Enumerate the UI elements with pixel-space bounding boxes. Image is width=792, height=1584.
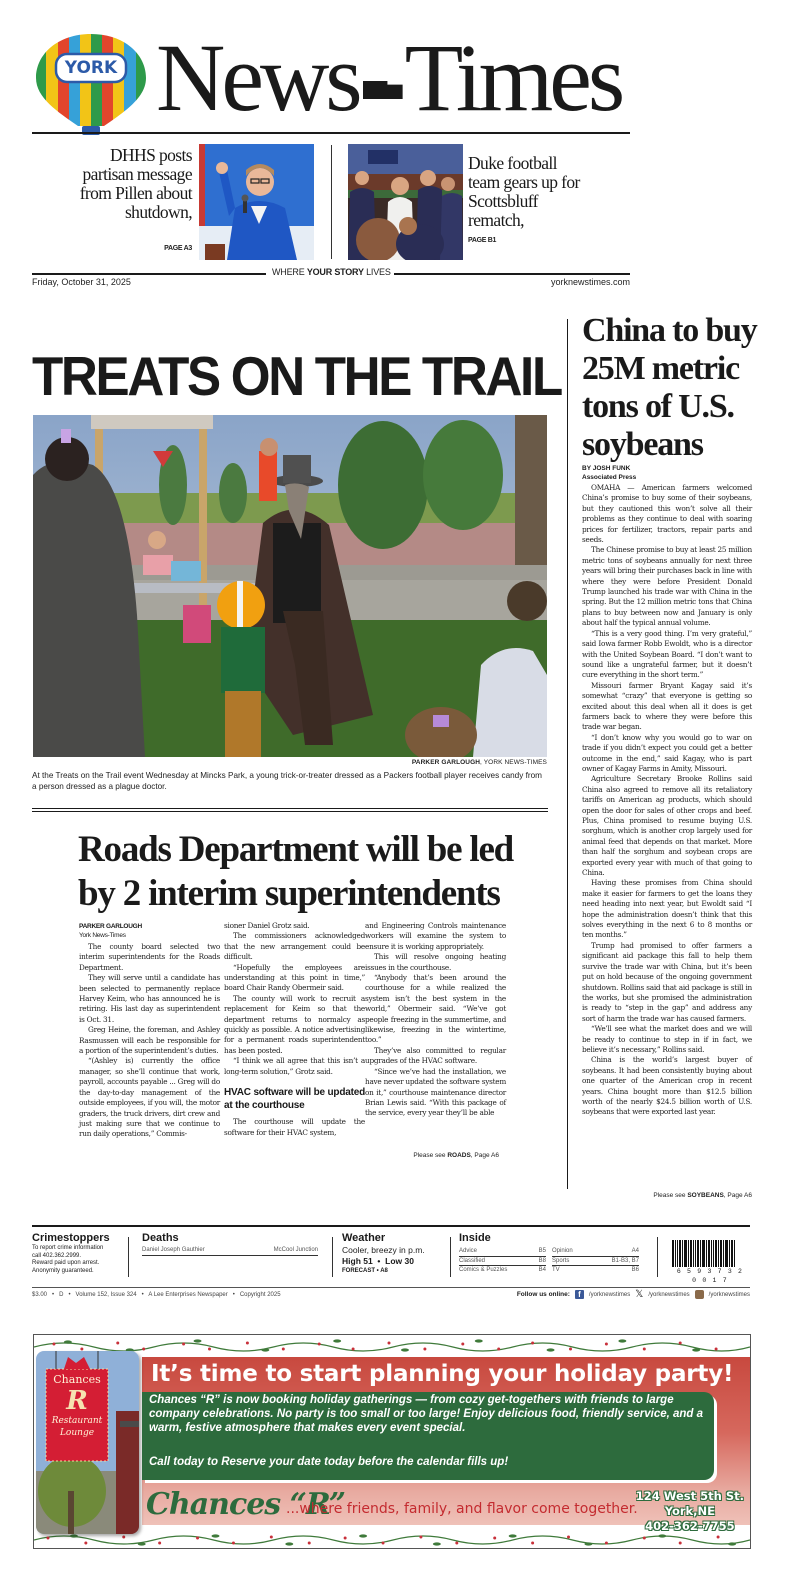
- roads-paragraph: “(Ashley is) currently the office manager, so she’ll continue that work, payroll, accounts payable ... Greg will do the day-to-day management of the outside employees, if you will, the motor graders, the truck drivers, dirt crew and just making sure that we continue to run daily operations,” Commis-: [79, 1056, 220, 1139]
- inside-item[interactable]: [459, 1247, 546, 1257]
- follow-label: Follow us online:: [516, 1291, 570, 1298]
- roads-byline-org: York News-Times: [79, 932, 126, 939]
- roads-paragraph: Greg Heine, the foreman, and Ashley Rasmussen will each be responsible for a portion of the superintendent’s duties.: [79, 1025, 220, 1056]
- death-name: Daniel Joseph Gauthier: [142, 1247, 205, 1253]
- teaser-photo-pillen[interactable]: [199, 144, 314, 260]
- lead-photo-credit: [412, 759, 547, 766]
- inside-item[interactable]: [459, 1266, 546, 1275]
- roads-column-1: [79, 922, 220, 1140]
- instagram-handle[interactable]: /yorknewstimes: [708, 1291, 750, 1298]
- roads-paragraph: They’ve also committed to regular upgrades of the HVAC software.: [365, 1045, 506, 1066]
- weather-forecast-ref[interactable]: FORECAST • A8: [342, 1268, 388, 1274]
- sign-line-r: R: [66, 1386, 88, 1416]
- jump-word: ROADS: [447, 1152, 471, 1159]
- inside-index: [459, 1232, 639, 1275]
- inside-label: Opinion: [552, 1248, 573, 1254]
- weather-title: Weather: [342, 1232, 386, 1244]
- jump-pre: Please see: [653, 1192, 688, 1199]
- china-paragraph: Trump had promised to offer farmers a significant aid package this fall to help them survive the trade war with China, but it’s been put on hold because of the ongoing government shutdown. Rollins said that aid package is still in the works, but she promised the administration is ready to “step in the gap” and address any sort of harm the trade war has caused farmers.: [582, 940, 752, 1023]
- index-rule-bottom: [32, 1287, 750, 1288]
- china-headline[interactable]: China to buy 25M metric tons of U.S. soybeans: [582, 312, 757, 463]
- instagram-icon[interactable]: [695, 1290, 704, 1299]
- inside-page: A4: [631, 1248, 639, 1254]
- tagline: [272, 267, 391, 277]
- inside-label: TV: [552, 1267, 560, 1273]
- china-paragraph: Having these promises from China should make it easier for farmers to get the loans they need heading into next year, but Ewoldt said “I hope the administration doesn’t think that this solves everything in the next 6 to 8 months or ten months.”: [582, 878, 752, 940]
- deaths-box: [142, 1232, 318, 1256]
- x-handle[interactable]: /yorknewstimes: [648, 1291, 690, 1298]
- teaser-dhhs-headline[interactable]: DHHS posts partisan message from Pillen about shutdown,: [79, 145, 192, 222]
- ad-slogan: ...where friends, family, and flavor come together.: [286, 1501, 638, 1517]
- tagline-bold: YOUR STORY: [306, 267, 364, 277]
- tagline-pre: WHERE: [272, 267, 307, 277]
- nebraska-dash-icon: [363, 81, 403, 99]
- inside-page: B8: [538, 1257, 546, 1264]
- sign-line-chances: Chances: [53, 1373, 101, 1386]
- inside-grid: [459, 1247, 639, 1275]
- roads-paragraph: sioner Daniel Grotz said.: [224, 921, 310, 930]
- china-paragraph: “This is a very good thing. I’m very grateful,” said Iowa farmer Robb Ewoldt, who is a director with the United Soybean Board. “I don’t want to sound like a ungrateful farmer, but it doesn’t cure everything in the short term.”: [582, 628, 752, 680]
- dateline-rule-left: [32, 273, 266, 275]
- ad-address-block: [636, 1489, 744, 1534]
- china-jump-link[interactable]: [653, 1192, 752, 1199]
- roads-paragraph: “Anybody that’s been around the courthouse for a while realized the system isn’t the best system in the world,” Obermeir said. “We’ve got people freezing in the summertime, and likewise, freezing in the wintertime, too.”: [365, 973, 506, 1045]
- roads-paragraph: The commissioners acknowledged that the new arrangement could be difficult.: [224, 931, 365, 962]
- sign-text: [46, 1373, 108, 1439]
- lead-headline[interactable]: TREATS ON THE TRAIL: [32, 345, 561, 407]
- roads-byline: PARKER GARLOUGH: [79, 923, 142, 930]
- barcode-number: 6 5 9 3 7 3 2 0 0 1 7: [676, 1268, 744, 1284]
- inside-item[interactable]: [552, 1257, 639, 1267]
- crimestoppers-box: [32, 1232, 122, 1275]
- crimestoppers-line: To report crime information: [32, 1245, 104, 1251]
- chances-r-sign-photo: [36, 1351, 139, 1534]
- chances-r-advertisement[interactable]: [33, 1334, 751, 1549]
- death-entry[interactable]: [142, 1247, 318, 1256]
- ad-body-copy: Chances “R” is now booking holiday gatherings — from cozy get-togethers with friends to large company celebrations. No party is too small or too large! Enjoy delicious food, friendly service, and a warm, festive atmosphere that makes every event special.: [149, 1394, 704, 1434]
- credit-name: PARKER GARLOUGH: [411, 759, 481, 766]
- inside-title: Inside: [459, 1232, 491, 1244]
- china-byline-block: [582, 464, 636, 482]
- flag-news: News: [156, 24, 359, 131]
- jump-post: , Page A6: [470, 1152, 499, 1159]
- issue-date: Friday, October 31, 2025: [32, 277, 131, 287]
- teaser-photo-duke-football[interactable]: [348, 144, 463, 260]
- index-separator: [657, 1237, 658, 1277]
- inside-label: Sports: [552, 1257, 570, 1264]
- inside-item[interactable]: [459, 1257, 546, 1267]
- index-separator: [128, 1237, 129, 1277]
- ad-street: 124 West 5th St.: [635, 1489, 744, 1503]
- facebook-icon[interactable]: f: [575, 1290, 584, 1299]
- facebook-handle[interactable]: /yorknewstimes: [588, 1291, 631, 1298]
- website-link[interactable]: yorknewstimes.com: [550, 277, 630, 287]
- barcode: [672, 1240, 748, 1284]
- ad-brand-logo: Chances “R”: [146, 1487, 345, 1522]
- crimestoppers-phone: call 402.362.2999.: [32, 1252, 82, 1259]
- roads-paragraph: “Since we’ve had the installation, we have never updated the software system on it,” courthouse maintenance director Brian Lewis said. “With this package of the service, every year they’ll be able: [365, 1066, 506, 1118]
- china-paragraph: China is the world’s largest buyer of soybeans. It had been consistently buying about one quarter of the American crop in recent years. China bought more than $12.5 billion worth of the nearly $24.5 billion worth of U.S. soybeans that were exported last year.: [582, 1055, 752, 1117]
- china-paragraph: OMAHA — American farmers welcomed China’s promise to buy some of their soybeans, but they cautioned this won’t solve all their problems as they continue to deal with soaring prices for fertilizer, tractors, repair parts and seeds.: [582, 483, 752, 545]
- dateline-rule-right: [394, 273, 630, 275]
- teaser-duke-page: PAGE B1: [468, 237, 497, 244]
- tagline-post: LIVES: [363, 267, 391, 277]
- publication-info: $3.00 • D • Volume 152, Issue 324 • A Lee Enterprises Newspaper • Copyright 2025: [32, 1292, 281, 1298]
- x-twitter-icon[interactable]: 𝕏: [635, 1289, 644, 1300]
- inside-item[interactable]: [552, 1266, 639, 1275]
- inside-page: B1-B3, B7: [611, 1257, 639, 1264]
- roads-column-3: [365, 921, 506, 1119]
- china-paragraph: “We’ll see what the market does and we will be ready to continue to step in if in fact, we believe it’s necessary,” Rollins said.: [582, 1024, 752, 1054]
- index-separator: [450, 1237, 451, 1277]
- roads-paragraph: The county will work to recruit a replacement for Keim so that the department returns to normalcy as quickly as possible. A notice advertising for a permanent roads superintendent has been posted.: [224, 993, 365, 1055]
- deaths-title: Deaths: [142, 1232, 179, 1244]
- jump-pre: Please see: [413, 1152, 448, 1159]
- china-byline: BY JOSH FUNK: [582, 465, 631, 472]
- index-separator: [332, 1237, 333, 1277]
- roads-paragraph: and Engineering Controls maintenance workers will examine the system to ensure it is working appropriately.: [365, 921, 506, 951]
- ad-city: York,NE: [664, 1504, 716, 1518]
- roads-paragraph: This will resolve ongoing heating issues in the courthouse.: [365, 952, 506, 972]
- roads-paragraph: The courthouse will update the software for their HVAC system,: [224, 1117, 365, 1137]
- weather-description: Cooler, breezy in p.m.: [342, 1245, 425, 1255]
- teaser-dhhs-page: PAGE A3: [164, 245, 192, 252]
- inside-label: Advice: [459, 1248, 478, 1254]
- sign-line-lounge: Lounge: [59, 1428, 95, 1438]
- weather-box: [342, 1232, 442, 1276]
- china-paragraph: “I don’t know why you would go to war on trade if you didn’t expect you could get a better outcome in the end,” said Kagay, who is part owner of Kagay Farms in Amity, Missouri.: [582, 732, 752, 773]
- inside-page: B5: [538, 1248, 546, 1254]
- china-paragraph: Missouri farmer Bryant Kagay said it’s somewhat “crazy” that everyone is getting so excited about this deal when all it does is get farmers back to where they were before this trade war began.: [582, 680, 752, 732]
- jump-word: SOYBEANS: [687, 1192, 724, 1199]
- lead-photo-caption: At the Treats on the Trail event Wednesday at Mincks Park, a young trick-or-treater dressed as a Packers football player receives candy from a person dressed as a plague doctor.: [32, 771, 542, 791]
- roads-column-2: [224, 921, 365, 1138]
- china-column-rule: [567, 319, 568, 1189]
- section-double-rule: [32, 808, 548, 812]
- china-body: [582, 483, 752, 1118]
- holly-garland-top-icon: [34, 1335, 750, 1355]
- crimestoppers-line: Anonymity guaranteed.: [32, 1267, 94, 1274]
- balloon-label: YORK: [64, 58, 118, 78]
- crimestoppers-line: Reward paid upon arrest.: [32, 1260, 100, 1266]
- flag-times: Times: [404, 24, 622, 131]
- lead-photo-treats-on-trail[interactable]: [33, 415, 547, 757]
- ad-phone[interactable]: 402-362-7755: [645, 1519, 735, 1533]
- roads-paragraph: “I think we all agree that this isn’t a long-term solution,” Grotz said.: [224, 1056, 365, 1076]
- index-rule-top: [32, 1225, 750, 1227]
- china-paragraph: Agriculture Secretary Brooke Rollins said China also agreed to remove all its retaliatory tariffs on American ag products, which should open the door for sales of other crops and beef. Plus, China promised to resume buying U.S. sorghum, which is another crop largely used for animal feed that depends on that market. More than half the sorghum and soybean crops are exported every year with much of that going to China.: [582, 774, 752, 878]
- roads-paragraph: The county board selected two interim superintendents for the Roads Department.: [79, 942, 220, 972]
- roads-paragraph: “Hopefully the employees are understanding at this point in time,” board Chair Randy Obermeir said.: [224, 962, 365, 993]
- roads-headline[interactable]: Roads Department will be led by 2 interim superintendents: [78, 829, 514, 914]
- inside-label: Comics & Puzzles: [459, 1267, 508, 1273]
- ad-headline: It’s time to start planning your holiday party!: [151, 1361, 734, 1387]
- social-links: [517, 1290, 750, 1299]
- china-paragraph: The Chinese promise to buy at least 25 million metric tons of soybeans annually for next three years will bring their purchases back in line with where they were before President Donald Trump launched his trade war with China in the spring. But the 12 million metric tons that China plans to buy between now and January is only about half the typical annual volume.: [582, 545, 752, 628]
- roads-paragraph: They will serve until a candidate has been selected to permanently replace Harvey Keim, who has announced he is retiring. His last day as superintendent is Oct. 31.: [79, 973, 220, 1024]
- jump-post: , Page A6: [723, 1192, 752, 1199]
- weather-temps: High 51 • Low 30: [342, 1256, 414, 1266]
- newspaper-flag: [156, 22, 621, 134]
- masthead-rule: [32, 132, 630, 134]
- inside-page: B4: [538, 1267, 546, 1273]
- inside-label: Classified: [459, 1257, 486, 1264]
- teaser-duke-headline[interactable]: Duke football team gears up for Scottsbluff rematch,: [468, 153, 580, 230]
- barcode-bars-icon: [672, 1240, 748, 1267]
- inside-col-left: [459, 1247, 546, 1275]
- roads-jump-link[interactable]: [413, 1152, 499, 1159]
- ad-call-to-action: Call today to Reserve your date today before the calendar fills up!: [149, 1456, 509, 1468]
- inside-col-right: [552, 1247, 639, 1275]
- china-byline-org: Associated Press: [582, 474, 637, 481]
- york-balloon-logo: [34, 32, 148, 136]
- inside-item[interactable]: [552, 1247, 639, 1257]
- roads-subhead-hvac: HVAC software will be updated at the courthouse: [224, 1087, 365, 1112]
- sign-line-restaurant: Restaurant: [51, 1416, 103, 1426]
- credit-org: , YORK NEWS-TIMES: [480, 759, 547, 766]
- teaser-divider: [331, 145, 332, 259]
- inside-page: B6: [631, 1267, 639, 1273]
- death-place: McCool Junction: [273, 1247, 318, 1253]
- crimestoppers-title: Crimestoppers: [32, 1232, 110, 1244]
